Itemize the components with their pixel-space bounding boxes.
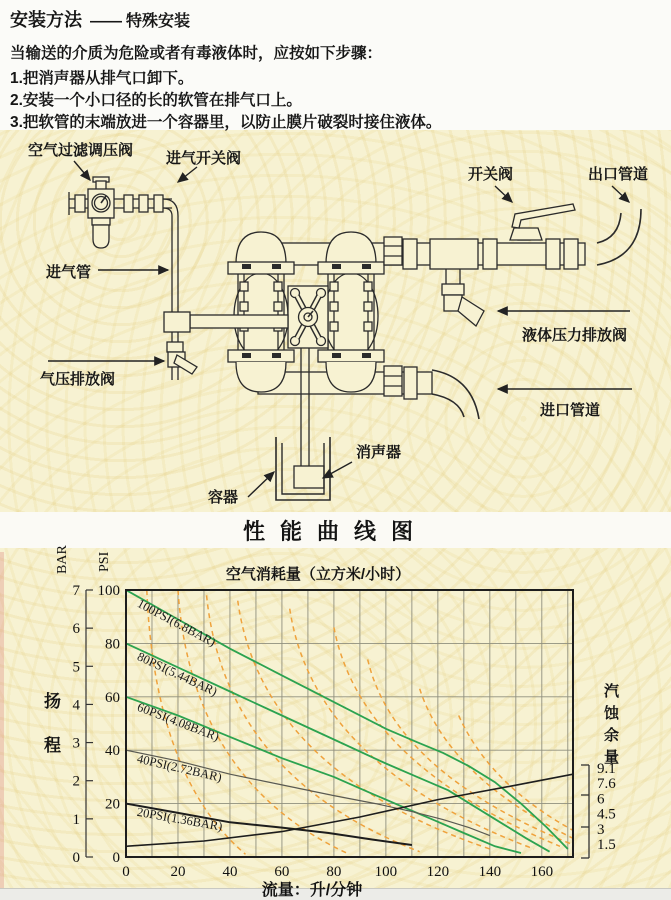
section-title-sub: 特殊安装: [126, 13, 191, 30]
x-tick-label: 120: [426, 864, 450, 880]
psi-axis-title: PSI: [97, 551, 112, 572]
label-container: 容器: [208, 489, 239, 506]
psi-tick-label: 60: [105, 689, 120, 706]
label-air-filter-regulator: 空气过滤调压阀: [28, 142, 134, 159]
npsh-value: 7.6: [597, 776, 616, 793]
psi-tick-label: 80: [105, 636, 120, 653]
step-3: 3.把软管的末端放进一个容器里，以防止膜片破裂时接住液体。: [10, 114, 442, 131]
head-axis-label: [44, 691, 61, 755]
air-consumption-title: 空气消耗量（立方米/小时）: [225, 566, 411, 583]
bar-tick-label: 2: [72, 773, 80, 790]
head-label-char: 扬: [44, 692, 61, 711]
npsh-label-char: 余: [604, 727, 620, 744]
curve-label: 20PSI(1.36BAR): [135, 804, 224, 834]
x-tick-label: 80: [326, 864, 342, 880]
step-2: 2.安装一个小口径的长的软管在排气口上。: [10, 92, 302, 109]
bar-tick-label: 1: [72, 811, 80, 828]
head-label-char: 程: [44, 736, 61, 755]
psi-tick-label: 40: [105, 743, 120, 760]
curve-label: 40PSI(2.72BAR): [135, 751, 224, 785]
curve-label: 60PSI(4.08BAR): [135, 699, 222, 744]
x-tick-label: 40: [222, 864, 238, 880]
psi-tick-label: 100: [97, 583, 120, 599]
npsh-value: 1.5: [597, 837, 616, 853]
npsh-value: 6: [597, 791, 605, 808]
x-tick-label: 60: [274, 864, 290, 880]
intro-line: 当输送的介质为危险或者有毒液体时，应按如下步骤：: [10, 45, 383, 62]
x-tick-label: 140: [478, 864, 502, 880]
bar-tick-label: 6: [72, 621, 80, 638]
label-liquid-pressure-relief-valve: 液体压力排放阀: [522, 327, 628, 344]
bar-axis-title: BAR: [55, 545, 70, 574]
bar-tick-label: 7: [72, 583, 80, 599]
npsh-value: 3: [597, 821, 605, 838]
psi-tick-label: 20: [105, 796, 120, 813]
label-air-pressure-relief-valve: 气压排放阀: [40, 371, 116, 388]
psi-axis: [97, 551, 120, 866]
label-switch-valve: 开关阀: [468, 166, 514, 183]
label-inlet-pipe: 进口管道: [540, 402, 601, 419]
npsh-value: 9.1: [597, 761, 616, 777]
bar-tick-label: 3: [72, 735, 80, 752]
title-dash: ——: [90, 13, 122, 30]
x-tick-label: 0: [122, 864, 130, 880]
npsh-value: 4.5: [597, 806, 616, 823]
step-1: 1.把消声器从排气口卸下。: [10, 70, 194, 87]
label-muffler: 消声器: [356, 444, 402, 461]
psi-tick-label: 0: [112, 850, 120, 866]
x-tick-label: 160: [530, 864, 554, 880]
x-axis-title: 流量：升/分钟: [261, 882, 363, 899]
x-tick-label: 20: [170, 864, 186, 880]
bar-tick-label: 4: [72, 697, 80, 714]
section-title-main: 安装方法: [10, 10, 82, 30]
x-axis: [122, 864, 553, 899]
air-curve-2: [207, 595, 420, 851]
npsh-label-char: 汽: [604, 683, 620, 700]
npsh-label-char: 量: [604, 749, 620, 766]
curve-label: 80PSI(5.44BAR): [135, 649, 220, 699]
performance-chart-title: 性能曲线图: [242, 519, 428, 544]
curve-label: 100PSI(6.8BAR): [134, 596, 218, 650]
label-air-inlet-valve: 进气开关阀: [166, 150, 242, 167]
label-outlet-pipe: 出口管道: [588, 166, 649, 183]
bar-tick-label: 0: [72, 850, 80, 866]
air-curve-6: [368, 659, 571, 843]
npsh-label-char: 蚀: [604, 705, 620, 722]
pressure-curves: [126, 590, 573, 853]
x-tick-label: 100: [374, 864, 398, 880]
label-air-inlet-pipe: 进气管: [46, 264, 92, 281]
npsh-scale: [581, 682, 620, 858]
bar-tick-label: 5: [72, 659, 80, 676]
